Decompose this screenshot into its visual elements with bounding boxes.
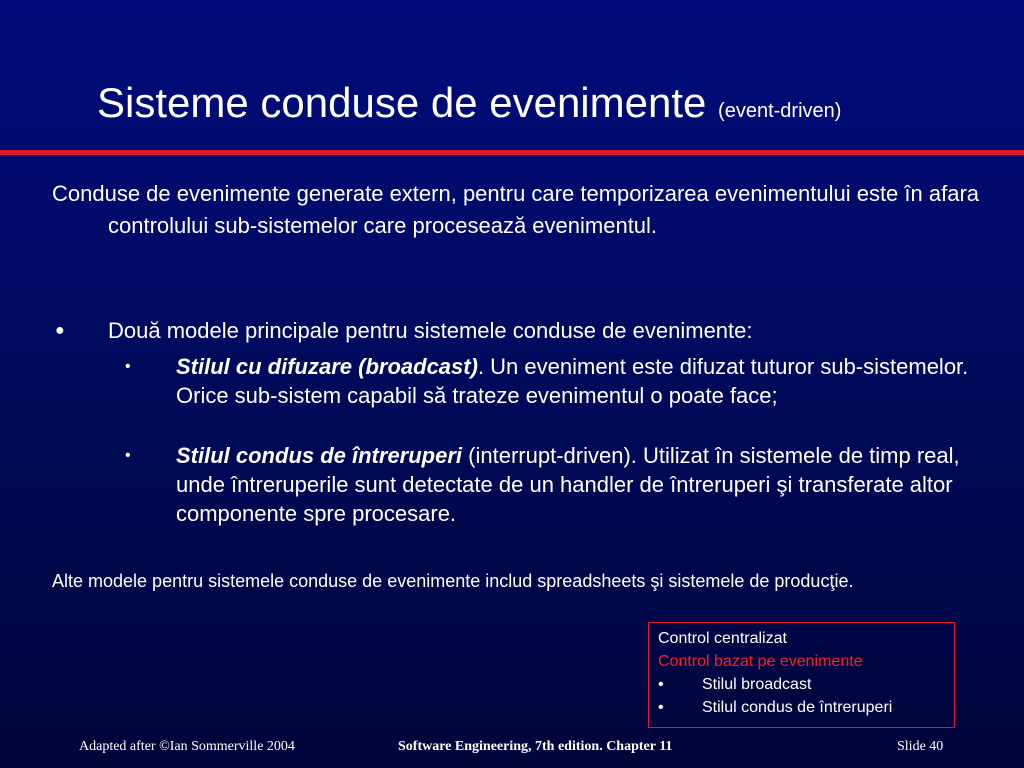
slide-title-sub: (event-driven) xyxy=(718,100,842,122)
nav-item-interrupt xyxy=(658,696,945,719)
slide-title xyxy=(97,80,841,126)
nav-bullet-icon: • xyxy=(658,699,664,716)
slide-title-main: Sisteme conduse de evenimente xyxy=(97,79,707,126)
nav-item-label: Stilul condus de întreruperi xyxy=(702,699,893,716)
sub-bullet-dot-icon: • xyxy=(125,358,131,375)
sub-bullet-desc: . Un eveniment este difuzat tuturor sub-sistemelor. Orice sub-sistem capabil să trateze evenimentul o poate face; xyxy=(176,354,969,408)
nav-line-centralized: Control centralizat xyxy=(658,630,787,647)
nav-item-label: Stilul broadcast xyxy=(702,676,812,693)
sub-bullet-text xyxy=(176,352,986,410)
intro-paragraph: Conduse de evenimente generate extern, pentru care temporizarea evenimentului este în afara controlului sub-sistemelor care procesează evenimentul. xyxy=(52,181,980,238)
footer-slide-number: Slide 40 xyxy=(897,739,944,754)
main-bullet-text: Două modele principale pentru sistemele conduse de evenimente: xyxy=(108,318,753,343)
title-divider xyxy=(0,150,1024,155)
sub-bullet-desc: (interrupt-driven). Utilizat în sistemele de timp real, unde întreruperile sunt detectate de un handler de întreruperi şi transferate altor componente spre procesare. xyxy=(176,443,960,526)
navigation-box xyxy=(648,622,955,728)
nav-bullet-icon: • xyxy=(658,676,664,693)
nav-line-event-based: Control bazat pe evenimente xyxy=(658,653,863,670)
bullet-dot-icon: ● xyxy=(55,322,65,339)
closing-paragraph: Alte modele pentru sistemele conduse de evenimente includ spreadsheets şi sistemele de producţie. xyxy=(52,571,854,591)
sub-bullet-text xyxy=(176,441,986,528)
footer-book-title: Software Engineering, 7th edition. Chapter 11 xyxy=(398,739,673,754)
footer-credit: Adapted after ©Ian Sommerville 2004 xyxy=(79,739,295,754)
sub-bullet-dot-icon: • xyxy=(125,447,131,464)
sub-bullet-term: Stilul cu difuzare (broadcast) xyxy=(176,354,478,379)
nav-item-broadcast xyxy=(658,673,945,696)
sub-bullet-term: Stilul condus de întreruperi xyxy=(176,443,463,468)
